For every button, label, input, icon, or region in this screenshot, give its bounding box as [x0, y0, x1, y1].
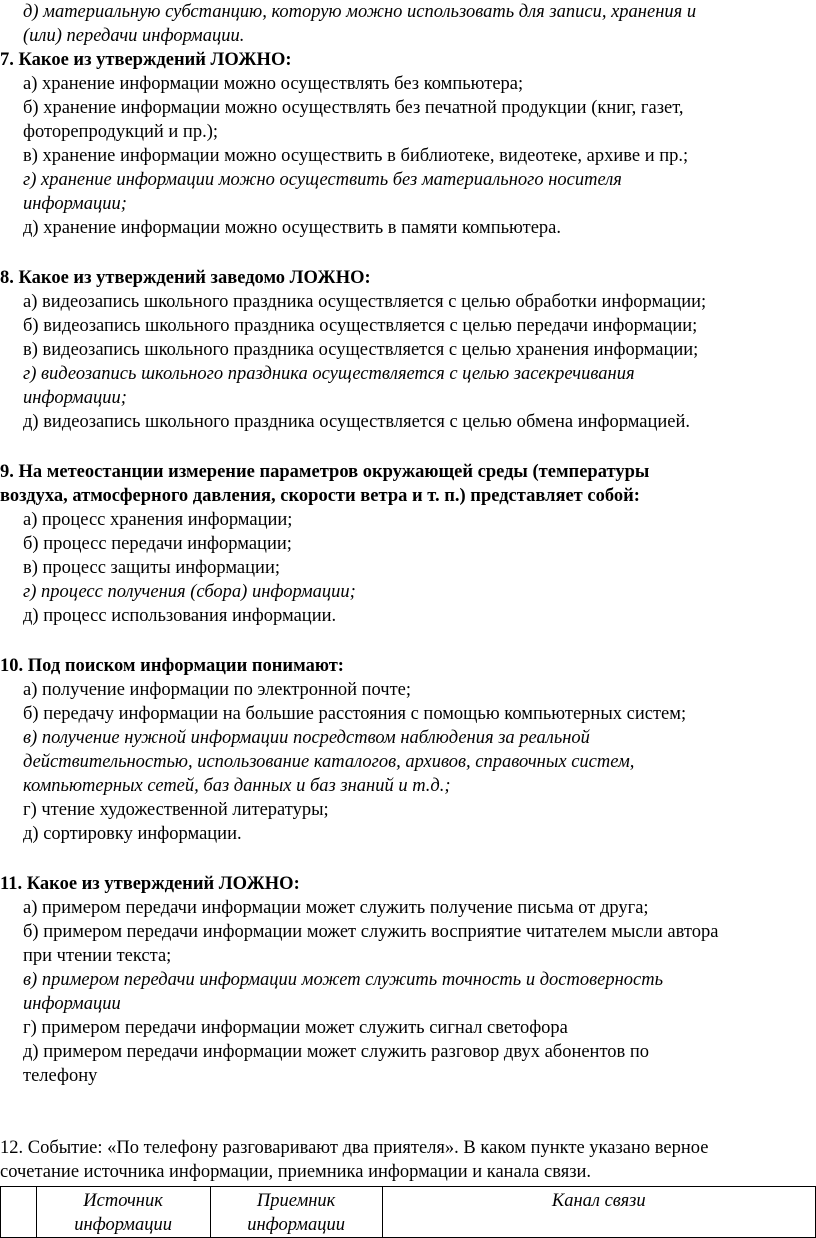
q10-option-c-answer: в) получение нужной информации посредством наблюдения за реальной действительностью, использование каталогов, архивов, справочных систем, компьютерных сетей, баз данных и баз знаний и т.д.;: [23, 728, 635, 796]
q11-option-b: б) примером передачи информации может служить восприятие читателем мысли автора при чтении текста;: [23, 922, 719, 966]
q8-option-b: б) видеозапись школьного праздника осуществляется с целью передачи информации;: [23, 316, 698, 336]
table-header-channel: Канал связи: [382, 1187, 815, 1238]
q11-option-d: г) примером передачи информации может служить сигнал светофора: [23, 1018, 568, 1038]
question-9: [0, 460, 816, 628]
q10-option-e: д) сортировку информации.: [23, 824, 242, 844]
question-12-text: 12. Событие: «По телефону разговаривают два приятеля». В каком пункте указано верное сочетание источника информации, приемника информации и канала связи.: [0, 1138, 709, 1182]
spacer: [0, 628, 816, 654]
q9-option-e: д) процесс использования информации.: [23, 606, 337, 626]
table-header-receiver: Приемник информации: [210, 1187, 382, 1238]
q9-option-a: а) процесс хранения информации;: [23, 510, 293, 530]
q9-option-d-answer: г) процесс получения (сбора) информации;: [23, 582, 356, 602]
q9-option-b: б) процесс передачи информации;: [23, 534, 292, 554]
intro-option-d: д) материальную субстанцию, которую можно использовать для записи, хранения и (или) передачи информации.: [23, 2, 697, 46]
question-7-title: 7. Какое из утверждений ЛОЖНО:: [0, 50, 292, 70]
q9-option-c: в) процесс защиты информации;: [23, 558, 280, 578]
q7-option-b: б) хранение информации можно осуществлять без печатной продукции (книг, газет, фоторепродукций и пр.);: [23, 98, 684, 142]
q8-option-a: а) видеозапись школьного праздника осуществляется с целью обработки информации;: [23, 292, 707, 312]
answer-table: [0, 1186, 816, 1238]
q11-option-c-answer: в) примером передачи информации может служить точность и достоверность информации: [23, 970, 664, 1014]
q7-option-a: а) хранение информации можно осуществлять без компьютера;: [23, 74, 524, 94]
q8-option-e: д) видеозапись школьного праздника осуществляется с целью обмена информацией.: [23, 412, 691, 432]
spacer: [0, 240, 816, 266]
table-header-source: Источник информации: [36, 1187, 210, 1238]
q10-option-d: г) чтение художественной литературы;: [23, 800, 329, 820]
q7-option-d-answer: г) хранение информации можно осуществить без материального носителя информации;: [23, 170, 622, 214]
question-12: [0, 1136, 816, 1238]
q7-option-e: д) хранение информации можно осуществить в памяти компьютера.: [23, 218, 562, 238]
spacer: [0, 1088, 816, 1136]
q10-option-a: а) получение информации по электронной почте;: [23, 680, 412, 700]
question-10-title: 10. Под поиском информации понимают:: [0, 656, 344, 676]
q7-option-c: в) хранение информации можно осуществить в библиотеке, видеотеке, архиве и пр.;: [23, 146, 689, 166]
q11-option-e: д) примером передачи информации может служить разговор двух абонентов по телефону: [23, 1042, 650, 1086]
q11-option-a: а) примером передачи информации может служить получение письма от друга;: [23, 898, 649, 918]
q10-option-b: б) передачу информации на большие расстояния с помощью компьютерных систем;: [23, 704, 687, 724]
question-11-title: 11. Какое из утверждений ЛОЖНО:: [0, 874, 300, 894]
spacer: [0, 434, 816, 460]
question-7: [0, 48, 816, 240]
question-8: [0, 266, 816, 434]
question-10: [0, 654, 816, 846]
question-9-title: 9. На метеостанции измерение параметров окружающей среды (температуры воздуха, атмосферного давления, скорости ветра и т. п.) представляет собой:: [0, 462, 650, 506]
q8-option-d-answer: г) видеозапись школьного праздника осуществляется с целью засекречивания информации;: [23, 364, 635, 408]
question-8-title: 8. Какое из утверждений заведомо ЛОЖНО:: [0, 268, 371, 288]
question-11: [0, 872, 816, 1088]
spacer: [0, 846, 816, 872]
q8-option-c: в) видеозапись школьного праздника осуществляется с целью хранения информации;: [23, 340, 699, 360]
